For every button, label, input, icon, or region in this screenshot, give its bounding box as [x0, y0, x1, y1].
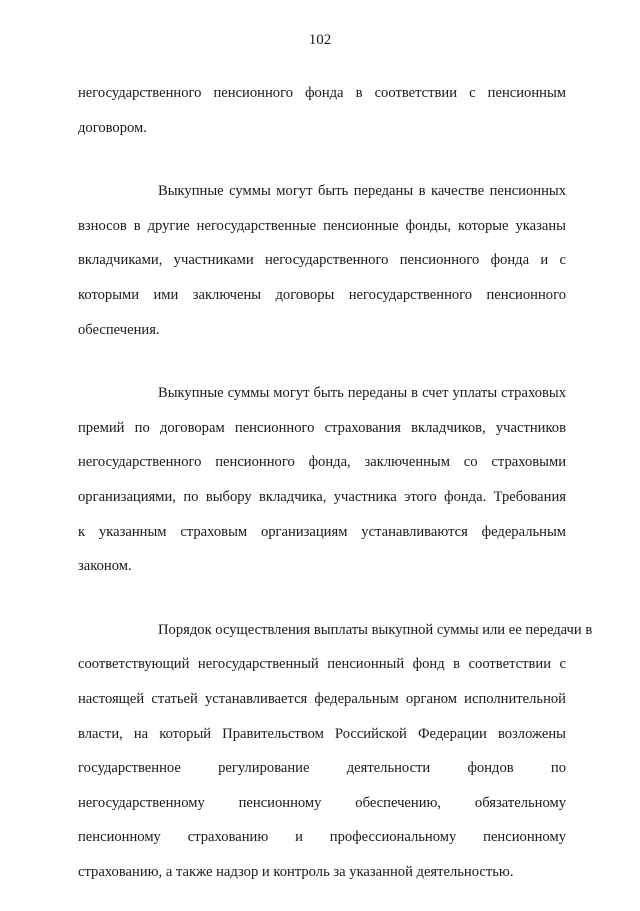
text-line: которыми ими заключены договоры негосударственного пенсионного	[78, 286, 566, 303]
paragraph-1	[78, 76, 566, 145]
text-line: договором.	[78, 119, 147, 136]
text-line: негосударственному пенсионному обеспечению, обязательному	[78, 794, 566, 811]
text-line: вкладчиками, участниками негосударственного пенсионного фонда и с	[78, 252, 566, 269]
text-line: обеспечения.	[78, 321, 160, 338]
text-line: законом.	[78, 558, 132, 575]
page-number: 102	[308, 32, 332, 48]
paragraph-2	[78, 174, 566, 347]
body-text	[78, 76, 593, 911]
text-line: пенсионному страхованию и профессиональному пенсионному	[78, 829, 566, 846]
paragraph-4	[78, 613, 593, 890]
text-line: настоящей статьей устанавливается федеральным органом исполнительной	[78, 690, 566, 707]
text-line: соответствующий негосударственный пенсионный фонд в соответствии с	[78, 656, 566, 673]
text-line: премий по договорам пенсионного страхования вкладчиков, участников	[78, 419, 566, 436]
text-line: взносов в другие негосударственные пенсионные фонды, которые указаны	[78, 217, 566, 234]
text-line: негосударственного пенсионного фонда в соответствии с пенсионным	[78, 85, 566, 101]
paragraph-3	[78, 376, 566, 584]
text-line: организациями, по выбору вкладчика, участника этого фонда. Требования	[78, 488, 566, 505]
text-line: негосударственного пенсионного фонда, заключенным со страховыми	[78, 454, 566, 471]
text-line: Порядок осуществления выплаты выкупной суммы или ее передачи в	[158, 621, 593, 638]
text-line: страхованию, а также надзор и контроль за указанной деятельностью.	[78, 863, 514, 880]
text-line: государственное регулирование деятельности фондов по	[78, 760, 566, 777]
text-line: власти, на который Правительством Российской Федерации возложены	[78, 725, 566, 742]
text-line: к указанным страховым организациям устанавливаются федеральным	[78, 523, 566, 540]
text-line: Выкупные суммы могут быть переданы в качестве пенсионных	[158, 183, 566, 200]
text-line: Выкупные суммы могут быть переданы в счет уплаты страховых	[158, 385, 566, 402]
